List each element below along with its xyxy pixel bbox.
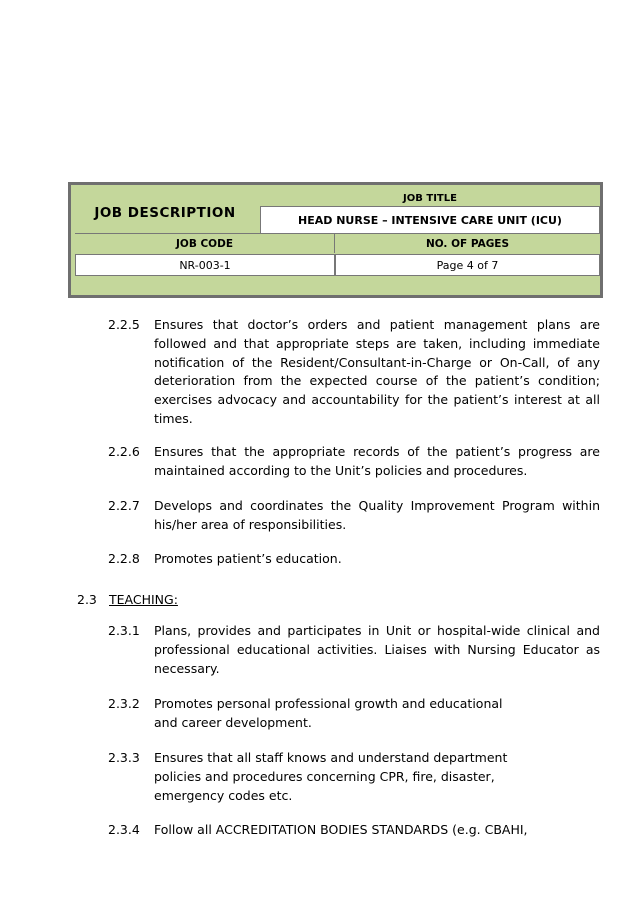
list-item	[108, 695, 528, 733]
item-number: 2.3.1	[108, 623, 140, 638]
item-text: Ensures that doctor’s orders and patient management plans are followed and that appropriate steps are taken, including immediate notification of the Resident/Consultant-in-Charge or On-Call, of any deterioration from the expected course of the patient’s condition; exercises advocacy and accountability for the patient’s interest at all times.	[154, 317, 600, 426]
pages-value: Page 4 of 7	[335, 254, 600, 276]
item-text: Ensures that all staff knows and understand department policies and procedures concerning CPR, fire, disaster, emergency codes etc.	[154, 750, 508, 803]
item-text: Promotes personal professional growth and educational and career development.	[154, 696, 503, 730]
item-text: Promotes patient’s education.	[154, 551, 342, 566]
item-number: 2.3.3	[108, 750, 140, 765]
item-number: 2.2.5	[108, 317, 140, 332]
item-number: 2.2.6	[108, 444, 140, 459]
list-item	[108, 821, 600, 840]
list-item	[108, 550, 600, 569]
list-item	[108, 316, 600, 429]
list-item	[108, 622, 600, 678]
item-text: Ensures that the appropriate records of the patient’s progress are maintained according to the Unit’s policies and procedures.	[154, 444, 600, 478]
item-number: 2.3.4	[108, 822, 140, 837]
job-header-table	[68, 182, 603, 298]
job-description-label: JOB DESCRIPTION	[94, 205, 236, 221]
item-text: Follow all ACCREDITATION BODIES STANDARDS (e.g. CBAHI,	[154, 822, 528, 837]
item-text: Develops and coordinates the Quality Improvement Program within his/her area of responsibilities.	[154, 498, 600, 532]
section-heading	[77, 591, 178, 610]
item-text: Plans, provides and participates in Unit or hospital-wide clinical and professional educational activities. Liaises with Nursing Educator as necessary.	[154, 623, 600, 676]
job-code-label: JOB CODE	[75, 233, 335, 253]
section-number: 2.3	[77, 592, 97, 607]
item-number: 2.2.8	[108, 551, 140, 566]
list-item	[108, 443, 600, 481]
list-item	[108, 749, 528, 805]
item-number: 2.3.2	[108, 696, 140, 711]
list-item	[108, 497, 600, 535]
item-number: 2.2.7	[108, 498, 140, 513]
job-code-value: NR-003-1	[75, 254, 335, 276]
section-title: TEACHING:	[109, 592, 178, 607]
job-title-value: HEAD NURSE – INTENSIVE CARE UNIT (ICU)	[260, 206, 600, 234]
pages-label: NO. OF PAGES	[335, 233, 600, 253]
job-title-label: JOB TITLE	[403, 192, 457, 204]
